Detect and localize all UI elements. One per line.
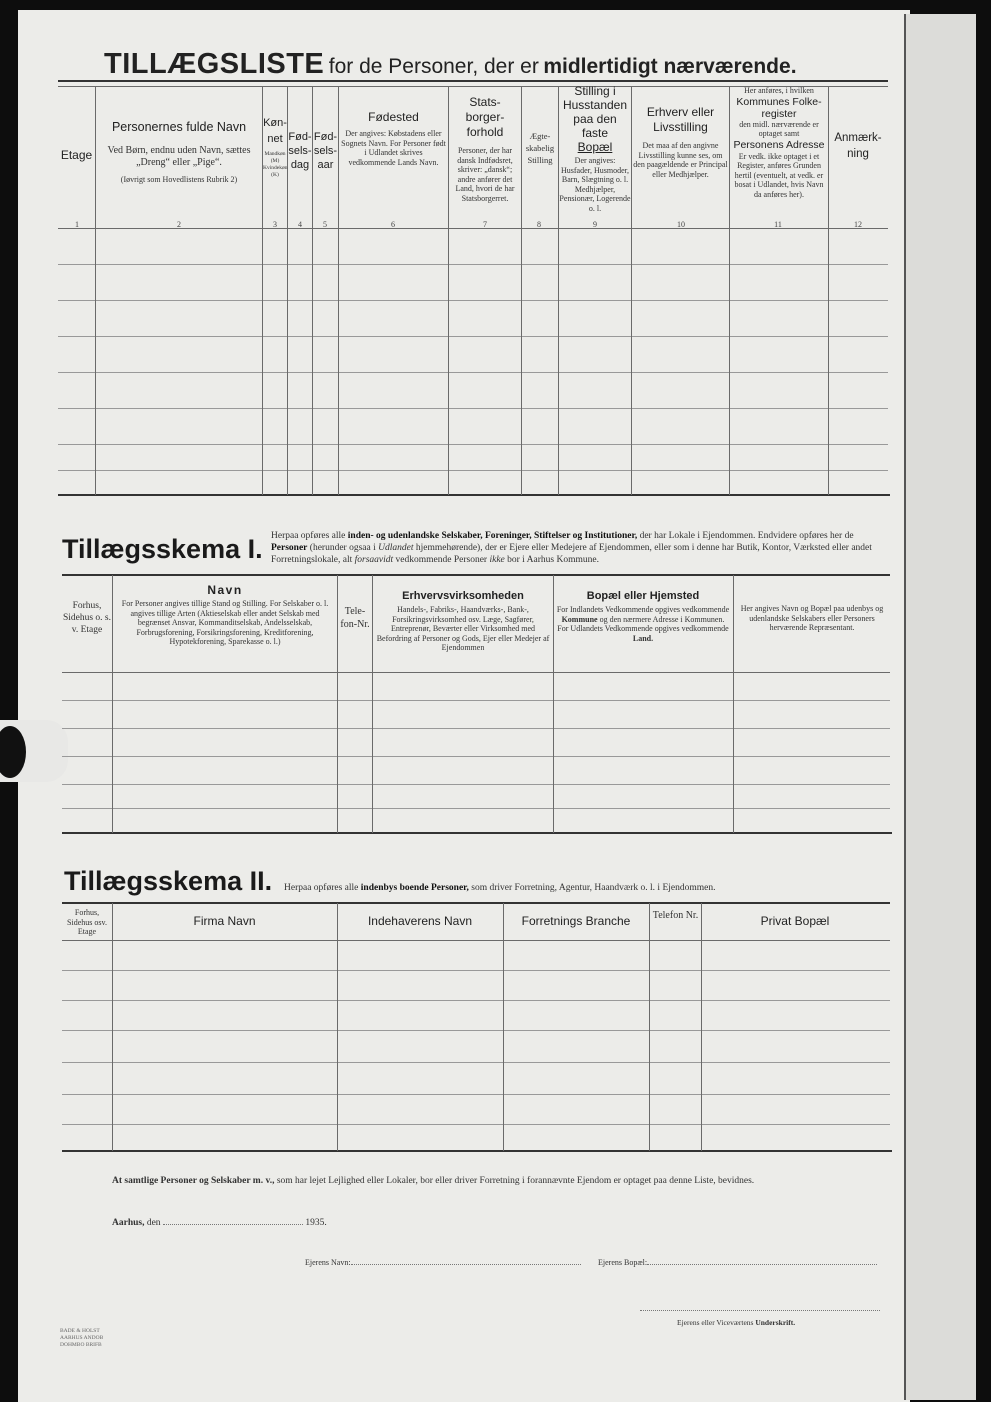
skema2-title: Tillægsskema II. — [64, 866, 273, 896]
next-page — [906, 14, 976, 1400]
col-number: 6 — [391, 220, 395, 229]
skema2-description: Herpaa opføres alle indenbys boende Personer, som driver Forretning, Agentur, Haandværk o. l. i Ejendommen. — [284, 883, 716, 893]
col-number: 10 — [677, 220, 685, 229]
owner-name-field[interactable]: Ejerens Navn: — [305, 1258, 581, 1267]
col-foedselsdag: Fød-sels-dag — [288, 131, 312, 171]
col-foedselsaar: Fød-sels-aar — [313, 131, 338, 171]
s2-col-etage: Forhus, Sidehus osv. Etage — [67, 908, 107, 936]
skema1-title: Tillægsskema I. — [62, 534, 263, 564]
title-middle: for de Personer, der er — [328, 55, 539, 78]
date-line: Aarhus, den 1935. — [112, 1218, 327, 1228]
s1-col-etage: Forhus, Sidehus o. s. v. Etage — [62, 601, 112, 635]
s1-col-bopael: Bopæl eller Hjemsted For Indlandets Vedkommende opgives vedkommende Kommune og den nærmere Adresse i Kommunen. For Udlandets Vedkommende opgives vedkommende Land. — [556, 590, 730, 643]
col-folkeregister: Her anføres, i hvilken Kommunes Folke-register den midl. nærværende er optaget samt Personens Adresse Er vedk. ikke optaget i et Register, anføres Grunden hertil (eventuelt, at vedk. er bosat i Udlandet, hvis Navn da anføres her). — [733, 86, 825, 199]
title-main: TILLÆGSLISTE — [104, 48, 325, 80]
col-number: 11 — [774, 220, 782, 229]
col-aegteskab: Ægte-skabelig Stilling — [525, 131, 555, 165]
signature-caption: Ejerens eller Viceværtens Underskrift. — [677, 1318, 796, 1327]
col-navn: Personernes fulde Navn Ved Børn, endnu uden Navn, sættes „Dreng“ eller „Pige“. (Iøvrigt som Hovedlistens Rubrik 2) — [107, 120, 251, 184]
binder-clip — [0, 720, 68, 782]
col-number: 4 — [298, 220, 302, 229]
col-erhverv: Erhverv eller Livsstilling Det maa af den angivne Livsstilling kunne ses, om den paagældende er Principal eller Medhjælper. — [633, 105, 728, 179]
col-number: 3 — [273, 220, 277, 229]
s1-col-repraesentant: Her angives Navn og Bopæl paa udenbys og udenlandske Selskabers eller Personers herværende Repræsentant. — [740, 604, 884, 632]
col-number: 8 — [537, 220, 541, 229]
col-number: 5 — [323, 220, 327, 229]
col-anmaerkning: Anmærk-ning — [834, 132, 882, 160]
skema1-description: Herpaa opføres alle inden- og udenlandske Selskaber, Foreninger, Stiftelser og Institutioner, der har Lokale i Ejendommen. Endvidere opføres her de Personer (herunder ogsaa i Udlandet hjemmehørende), der er Ejere eller Medejere af Ejendommen, eller som i denne har Butik, Kontor, Værksted eller andet Forretningslokale, alt forsaavidt vedkommende Personer ikke bor i Aarhus Kommune. — [271, 531, 872, 565]
s2-col-bopael: Privat Bopæl — [760, 914, 830, 928]
col-number: 12 — [854, 220, 862, 229]
col-number: 9 — [593, 220, 597, 229]
s2-col-indehaver: Indehaverens Navn — [367, 914, 473, 928]
owner-address-field[interactable]: Ejerens Bopæl: — [598, 1258, 877, 1267]
s1-col-erhverv: Erhvervsvirksomheden Handels-, Fabriks-, Haandværks-, Bank-, Forsikringsvirksomhed osv. Læge, Sagfører, Entreprenør, Beværter eller Virksomhed med Befordring af Personer og Gods, Ejer eller Medejer af Ejendommen — [376, 590, 550, 652]
col-number: 1 — [75, 220, 79, 229]
s1-col-navn: Navn For Personer angives tillige Stand og Stilling. For Selskaber o. l. angives tillige Arten (Aktieselskab eller andet Selskab med begrænset Ansvar, Kommanditselskab, Andelsselskab, Forbrugsforening, Forsikringsforening, Kreditforening, Hypotekforening, Sparekasse o. l.) — [121, 583, 329, 646]
col-stilling: Stilling i Husstanden paa den faste Bopæl Der angives: Husfader, Husmoder, Barn, Slægtning o. l. Medhjælper, Pensionær, Logerende o. l. — [559, 84, 631, 213]
col-etage: Etage — [60, 148, 93, 162]
title-bold: midlertidigt nærværende. — [543, 55, 797, 78]
signature-line[interactable] — [640, 1310, 880, 1311]
col-number: 2 — [177, 220, 181, 229]
declaration: At samtlige Personer og Selskaber m. v., som har lejet Lejlighed eller Lokaler, bor eller driver Forretning i forannævnte Ejendom er optaget paa denne Liste, bevidnes. — [112, 1176, 755, 1186]
col-koen: Køn-net Mandkøn (M) Kvindekøn (K) — [263, 117, 288, 178]
col-foedested: Fødested Der angives: Købstadens eller Sognets Navn. For Personer født i Udlandet skrives vedkommende Lands Navn. — [341, 110, 446, 167]
s2-col-branche: Forretnings Branche — [521, 914, 631, 928]
printer-mark: BADE & HOLST AARHUS ANDOB DOHMBO BRIFB — [60, 1328, 104, 1348]
col-number: 7 — [483, 220, 487, 229]
page-title — [104, 48, 797, 81]
s2-col-firma: Firma Navn — [193, 914, 256, 928]
col-statsborger: Stats-borger-forhold Personer, der har dansk Indfødsret, skriver: „dansk“; andre anfører det Land, hvori de har Statsborgerret. — [455, 95, 515, 203]
s1-col-telefon: Tele-fon-Nr. — [340, 606, 370, 630]
s2-col-telefon: Telefon Nr. — [652, 910, 699, 921]
form-paper — [18, 10, 910, 1402]
